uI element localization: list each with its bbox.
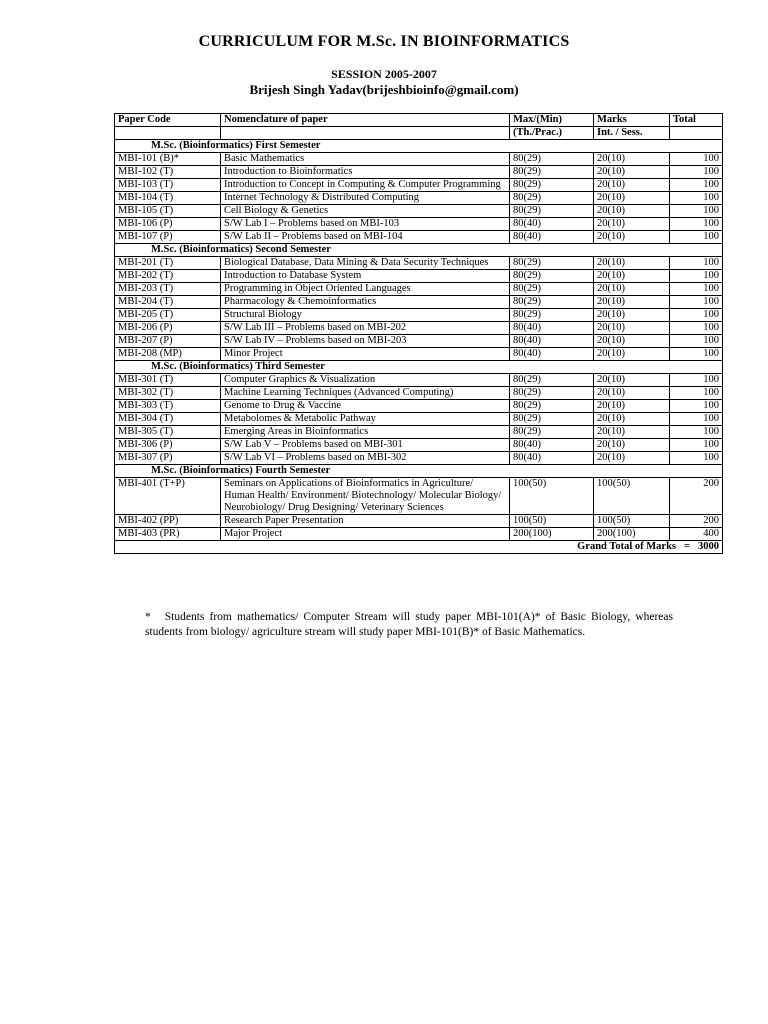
header-max-min: Max/(Min) <box>510 114 594 127</box>
cell-name: Internet Technology & Distributed Computing <box>221 192 510 205</box>
table-row <box>115 179 723 192</box>
table-row <box>115 296 723 309</box>
cell-max: 80(29) <box>510 309 594 322</box>
cell-code: MBI-204 (T) <box>115 296 221 309</box>
cell-total: 100 <box>670 348 723 361</box>
cell-max: 80(29) <box>510 413 594 426</box>
cell-name: S/W Lab II – Problems based on MBI-104 <box>221 231 510 244</box>
cell-code: MBI-307 (P) <box>115 452 221 465</box>
cell-name: Computer Graphics & Visualization <box>221 374 510 387</box>
cell-name: Genome to Drug & Vaccine <box>221 400 510 413</box>
table-subheader-row <box>115 127 723 140</box>
cell-max: 80(29) <box>510 374 594 387</box>
cell-marks: 20(10) <box>594 257 670 270</box>
cell-max: 80(29) <box>510 426 594 439</box>
table-row <box>115 270 723 283</box>
cell-marks: 20(10) <box>594 283 670 296</box>
table-row <box>115 439 723 452</box>
cell-name: Machine Learning Techniques (Advanced Computing) <box>221 387 510 400</box>
cell-total: 100 <box>670 166 723 179</box>
cell-name: S/W Lab VI – Problems based on MBI-302 <box>221 452 510 465</box>
semester-heading-row <box>115 465 723 478</box>
cell-code: MBI-107 (P) <box>115 231 221 244</box>
cell-code: MBI-401 (T+P) <box>115 478 221 515</box>
cell-total: 100 <box>670 400 723 413</box>
cell-name: Pharmacology & Chemoinformatics <box>221 296 510 309</box>
cell-max: 80(40) <box>510 348 594 361</box>
cell-name: S/W Lab IV – Problems based on MBI-203 <box>221 335 510 348</box>
table-row <box>115 192 723 205</box>
cell-marks: 20(10) <box>594 335 670 348</box>
cell-marks: 20(10) <box>594 439 670 452</box>
header-marks: Marks <box>594 114 670 127</box>
cell-name: Programming in Object Oriented Languages <box>221 283 510 296</box>
cell-code: MBI-403 (PR) <box>115 528 221 541</box>
cell-marks: 100(50) <box>594 478 670 515</box>
cell-total: 100 <box>670 426 723 439</box>
cell-marks: 20(10) <box>594 413 670 426</box>
cell-code: MBI-208 (MP) <box>115 348 221 361</box>
header-paper-code: Paper Code <box>115 114 221 127</box>
table-row <box>115 218 723 231</box>
table-row <box>115 413 723 426</box>
table-row <box>115 478 723 515</box>
cell-marks: 100(50) <box>594 515 670 528</box>
cell-max: 80(29) <box>510 283 594 296</box>
cell-code: MBI-203 (T) <box>115 283 221 296</box>
cell-marks: 20(10) <box>594 296 670 309</box>
table-row <box>115 374 723 387</box>
table-row <box>115 335 723 348</box>
cell-code: MBI-402 (PP) <box>115 515 221 528</box>
cell-total: 100 <box>670 153 723 166</box>
session-line: SESSION 2005-2007 <box>331 67 437 81</box>
cell-marks: 20(10) <box>594 270 670 283</box>
cell-code: MBI-302 (T) <box>115 387 221 400</box>
cell-code: MBI-101 (B)* <box>115 153 221 166</box>
cell-total: 400 <box>670 528 723 541</box>
cell-total: 100 <box>670 296 723 309</box>
cell-code: MBI-202 (T) <box>115 270 221 283</box>
cell-total: 200 <box>670 478 723 515</box>
semester-heading-row <box>115 140 723 153</box>
header-total: Total <box>670 114 723 127</box>
cell-total: 100 <box>670 335 723 348</box>
cell-code: MBI-106 (P) <box>115 218 221 231</box>
table-row <box>115 283 723 296</box>
cell-code: MBI-303 (T) <box>115 400 221 413</box>
cell-marks: 20(10) <box>594 387 670 400</box>
cell-name: S/W Lab V – Problems based on MBI-301 <box>221 439 510 452</box>
cell-max: 80(40) <box>510 322 594 335</box>
cell-marks: 20(10) <box>594 231 670 244</box>
cell-name: Major Project <box>221 528 510 541</box>
table-row <box>115 205 723 218</box>
cell-name: Introduction to Database System <box>221 270 510 283</box>
cell-name: Cell Biology & Genetics <box>221 205 510 218</box>
cell-total: 100 <box>670 231 723 244</box>
document-title: CURRICULUM FOR M.Sc. IN BIOINFORMATICS <box>198 33 570 50</box>
footnote-text: Students from mathematics/ Computer Stream will study paper MBI-101(A)* of Basic Biology, whereas students from biology/ agriculture stream will study paper MBI-101(B)* of Basic Mathematics. <box>145 611 673 638</box>
subheader-blank-1 <box>115 127 221 140</box>
semester-title: M.Sc. (Bioinformatics) Third Semester <box>115 361 723 374</box>
grand-total-label: Grand Total of Marks <box>577 541 677 552</box>
cell-max: 80(29) <box>510 296 594 309</box>
grand-total-row <box>115 541 723 554</box>
cell-code: MBI-304 (T) <box>115 413 221 426</box>
table-row <box>115 322 723 335</box>
cell-name: Minor Project <box>221 348 510 361</box>
cell-marks: 20(10) <box>594 218 670 231</box>
cell-code: MBI-206 (P) <box>115 322 221 335</box>
cell-name: Research Paper Presentation <box>221 515 510 528</box>
table-row <box>115 452 723 465</box>
semester-heading-row <box>115 361 723 374</box>
cell-code: MBI-102 (T) <box>115 166 221 179</box>
cell-total: 100 <box>670 179 723 192</box>
cell-name: Structural Biology <box>221 309 510 322</box>
cell-max: 80(29) <box>510 153 594 166</box>
cell-code: MBI-305 (T) <box>115 426 221 439</box>
cell-code: MBI-104 (T) <box>115 192 221 205</box>
table-row <box>115 153 723 166</box>
table-row <box>115 387 723 400</box>
table-row <box>115 309 723 322</box>
cell-total: 100 <box>670 309 723 322</box>
grand-total-equals: = <box>684 541 690 552</box>
cell-name: Basic Mathematics <box>221 153 510 166</box>
cell-total: 100 <box>670 439 723 452</box>
author-line: Brijesh Singh Yadav(brijeshbioinfo@gmail.com) <box>249 82 519 97</box>
cell-max: 80(40) <box>510 231 594 244</box>
cell-total: 100 <box>670 257 723 270</box>
table-row <box>115 528 723 541</box>
cell-max: 80(29) <box>510 205 594 218</box>
cell-max: 200(100) <box>510 528 594 541</box>
footnote <box>145 610 673 640</box>
cell-marks: 20(10) <box>594 374 670 387</box>
cell-code: MBI-103 (T) <box>115 179 221 192</box>
cell-marks: 20(10) <box>594 322 670 335</box>
cell-total: 100 <box>670 452 723 465</box>
cell-code: MBI-301 (T) <box>115 374 221 387</box>
cell-marks: 20(10) <box>594 179 670 192</box>
grand-total-value: 3000 <box>698 541 719 552</box>
cell-total: 100 <box>670 192 723 205</box>
cell-code: MBI-201 (T) <box>115 257 221 270</box>
header-int-sess: Int. / Sess. <box>594 127 670 140</box>
cell-marks: 20(10) <box>594 452 670 465</box>
cell-total: 100 <box>670 387 723 400</box>
cell-total: 200 <box>670 515 723 528</box>
cell-code: MBI-306 (P) <box>115 439 221 452</box>
table-row <box>115 400 723 413</box>
cell-marks: 20(10) <box>594 348 670 361</box>
cell-name: Seminars on Applications of Bioinformatics in Agriculture/ Human Health/ Environment/ Biotechnology/ Molecular Biology/ Neurobiology/ Drug Designing/ Veterinary Sciences <box>221 478 510 515</box>
cell-max: 80(40) <box>510 439 594 452</box>
semester-title: M.Sc. (Bioinformatics) Fourth Semester <box>115 465 723 478</box>
cell-marks: 20(10) <box>594 309 670 322</box>
table-row <box>115 166 723 179</box>
cell-max: 80(29) <box>510 166 594 179</box>
cell-marks: 20(10) <box>594 205 670 218</box>
table-row <box>115 257 723 270</box>
cell-max: 80(29) <box>510 270 594 283</box>
semester-heading-row <box>115 244 723 257</box>
cell-name: S/W Lab III – Problems based on MBI-202 <box>221 322 510 335</box>
grand-total-cell <box>115 541 723 554</box>
cell-marks: 20(10) <box>594 426 670 439</box>
curriculum-table <box>114 113 723 554</box>
cell-marks: 200(100) <box>594 528 670 541</box>
semester-title: M.Sc. (Bioinformatics) First Semester <box>115 140 723 153</box>
table-row <box>115 348 723 361</box>
cell-marks: 20(10) <box>594 400 670 413</box>
cell-total: 100 <box>670 322 723 335</box>
cell-code: MBI-207 (P) <box>115 335 221 348</box>
cell-total: 100 <box>670 374 723 387</box>
table-row <box>115 231 723 244</box>
cell-total: 100 <box>670 270 723 283</box>
cell-name: Introduction to Bioinformatics <box>221 166 510 179</box>
cell-max: 80(40) <box>510 452 594 465</box>
subheader-blank-2 <box>221 127 510 140</box>
cell-total: 100 <box>670 283 723 296</box>
cell-max: 80(29) <box>510 179 594 192</box>
table-row <box>115 515 723 528</box>
cell-code: MBI-205 (T) <box>115 309 221 322</box>
cell-total: 100 <box>670 218 723 231</box>
cell-name: Biological Database, Data Mining & Data Security Techniques <box>221 257 510 270</box>
cell-max: 80(40) <box>510 335 594 348</box>
cell-name: Emerging Areas in Bioinformatics <box>221 426 510 439</box>
cell-total: 100 <box>670 413 723 426</box>
cell-marks: 20(10) <box>594 153 670 166</box>
footnote-marker: * <box>145 611 151 623</box>
semester-title: M.Sc. (Bioinformatics) Second Semester <box>115 244 723 257</box>
cell-name: Introduction to Concept in Computing & Computer Programming <box>221 179 510 192</box>
cell-max: 100(50) <box>510 478 594 515</box>
table-row <box>115 426 723 439</box>
cell-max: 80(40) <box>510 218 594 231</box>
cell-name: Metabolomes & Metabolic Pathway <box>221 413 510 426</box>
cell-code: MBI-105 (T) <box>115 205 221 218</box>
cell-max: 80(29) <box>510 192 594 205</box>
cell-max: 100(50) <box>510 515 594 528</box>
cell-marks: 20(10) <box>594 192 670 205</box>
table-header-row <box>115 114 723 127</box>
header-nomenclature: Nomenclature of paper <box>221 114 510 127</box>
cell-max: 80(29) <box>510 387 594 400</box>
cell-max: 80(29) <box>510 400 594 413</box>
cell-name: S/W Lab I – Problems based on MBI-103 <box>221 218 510 231</box>
cell-marks: 20(10) <box>594 166 670 179</box>
cell-max: 80(29) <box>510 257 594 270</box>
cell-total: 100 <box>670 205 723 218</box>
subheader-blank-5 <box>670 127 723 140</box>
header-th-prac: (Th./Prac.) <box>510 127 594 140</box>
